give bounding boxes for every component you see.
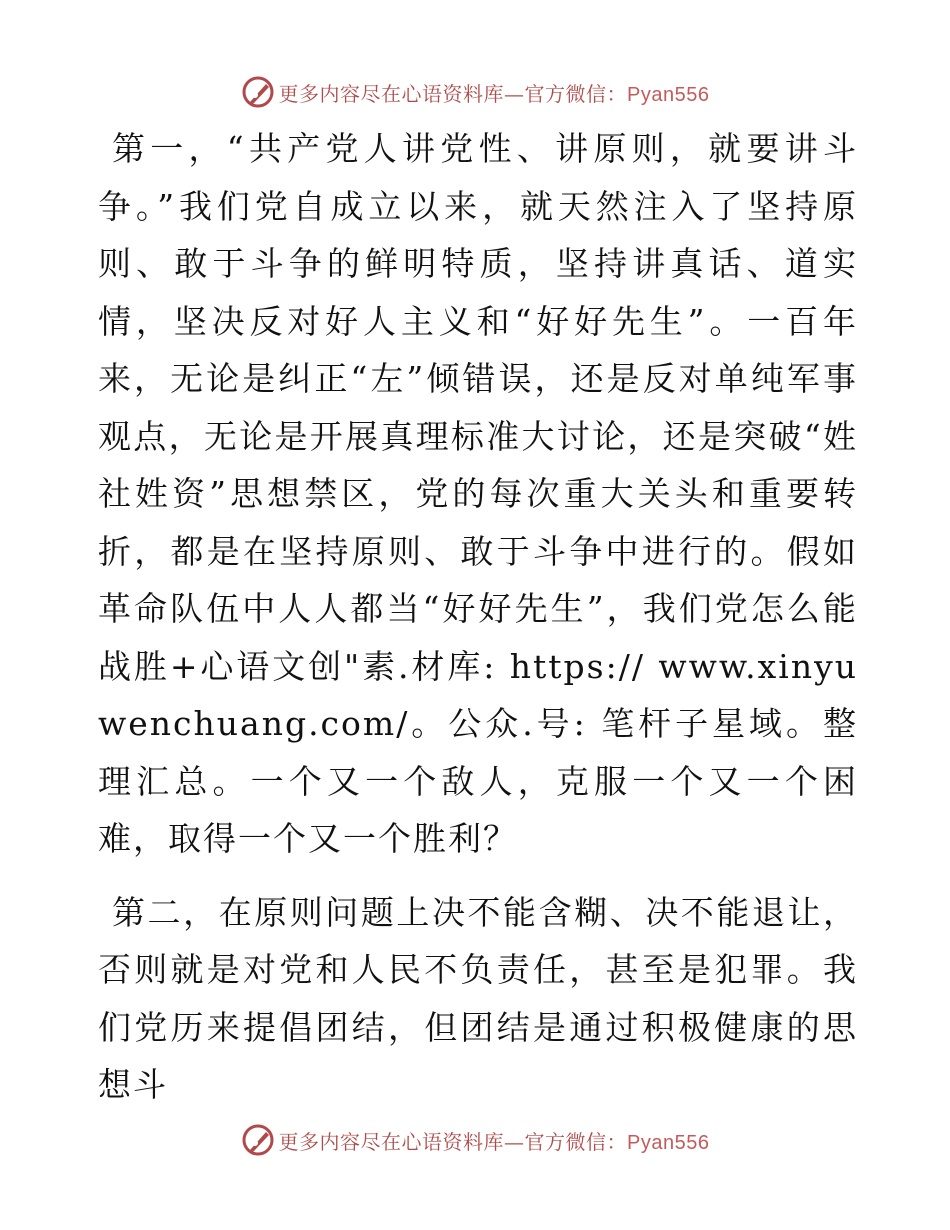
pen-logo-icon bbox=[241, 1123, 275, 1157]
header-banner bbox=[0, 72, 950, 112]
paragraph-2: 第二，在原则问题上决不能含糊、决不能退让，否则就是对党和人民不负责任，甚至是犯罪。我们党历来提倡团结，但团结是通过积极健康的思想斗 bbox=[98, 892, 858, 1104]
footer-banner-text: 更多内容尽在心语资料库—官方微信：Pyan556 bbox=[278, 1129, 710, 1154]
document-body bbox=[98, 120, 858, 1114]
paragraph-1: 第一，“共产党人讲党性、讲原则，就要讲斗争。”我们党自成立以来，就天然注入了坚持原则、敢于斗争的鲜明特质，坚持讲真话、道实情，坚决反对好人主义和“好好先生”。一百年来，无论是纠正“左”倾错误，还是反对单纯军事观点，无论是开展真理标准大讨论，还是突破“姓社姓资”思想禁区，党的每次重大关头和重要转折，都是在坚持原则、敢于斗争中进行的。假如革命队伍中人人都当“好好先生”，我们党怎么能战胜+心语文创"素.材库: https:// www.xinyuwenchuang.com/。公众.号: 笔杆子星域。整理汇总。一个又一个敌人，克服一个又一个困难，取得一个又一个胜利？ bbox=[98, 129, 858, 858]
header-banner-text: 更多内容尽在心语资料库—官方微信：Pyan556 bbox=[278, 81, 710, 106]
pen-logo-icon bbox=[241, 75, 275, 109]
footer-banner bbox=[0, 1120, 950, 1160]
